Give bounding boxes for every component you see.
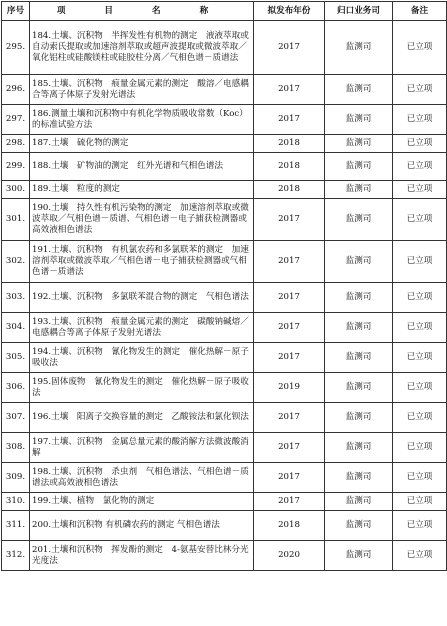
header-item: 项 目 名 称 <box>30 2 254 21</box>
table-row <box>2 493 447 511</box>
row-year: 2017 <box>254 199 325 241</box>
header-dept: 归口业务司 <box>325 2 393 21</box>
row-dept: 监测司 <box>325 21 393 75</box>
row-note: 已立项 <box>393 511 447 541</box>
header-row <box>2 2 447 21</box>
row-note: 已立项 <box>393 541 447 571</box>
row-dept: 监测司 <box>325 75 393 105</box>
table-row <box>2 541 447 571</box>
row-note: 已立项 <box>393 21 447 75</box>
row-year: 2019 <box>254 373 325 403</box>
table-row <box>2 153 447 181</box>
row-note: 已立项 <box>393 105 447 135</box>
row-note: 已立项 <box>393 153 447 181</box>
row-number: 310. <box>2 493 30 511</box>
table-row <box>2 241 447 283</box>
row-year: 2017 <box>254 343 325 373</box>
row-note: 已立项 <box>393 493 447 511</box>
row-item-name: 200.土壤和沉积物 有机磷农药的测定 气相色谱法 <box>30 511 254 541</box>
row-year: 2017 <box>254 403 325 433</box>
table-row <box>2 433 447 463</box>
row-item-name: 187.土壤 硫化物的测定 <box>30 135 254 153</box>
row-note: 已立项 <box>393 241 447 283</box>
standards-table <box>1 1 447 571</box>
row-number: 306. <box>2 373 30 403</box>
row-number: 308. <box>2 433 30 463</box>
table-row <box>2 313 447 343</box>
table-row <box>2 373 447 403</box>
row-year: 2018 <box>254 135 325 153</box>
row-number: 303. <box>2 283 30 313</box>
table-row <box>2 135 447 153</box>
row-year: 2018 <box>254 181 325 199</box>
header-no: 序号 <box>2 2 30 21</box>
row-year: 2017 <box>254 75 325 105</box>
row-number: 296. <box>2 75 30 105</box>
row-number: 311. <box>2 511 30 541</box>
row-note: 已立项 <box>393 135 447 153</box>
row-year: 2017 <box>254 463 325 493</box>
row-item-name: 195.固体废物 氰化物发生的测定 催化热解－原子吸收法 <box>30 373 254 403</box>
row-year: 2017 <box>254 105 325 135</box>
row-note: 已立项 <box>393 433 447 463</box>
row-dept: 监测司 <box>325 313 393 343</box>
row-dept: 监测司 <box>325 199 393 241</box>
row-dept: 监测司 <box>325 153 393 181</box>
row-item-name: 199.土壤、植物 氯化物的测定 <box>30 493 254 511</box>
table-row <box>2 463 447 493</box>
row-item-name: 190.土壤 持久性有机污染物的测定 加速溶剂萃取或微波萃取／气相色谱－质谱、气相色谱－电子捕获检测器或高效液相色谱法 <box>30 199 254 241</box>
row-note: 已立项 <box>393 343 447 373</box>
row-item-name: 185.土壤、沉积物 痕量金属元素的测定 酸溶／电感耦合等离子体原子发射光谱法 <box>30 75 254 105</box>
row-dept: 监测司 <box>325 135 393 153</box>
row-item-name: 201.土壤和沉积物 挥发酚的测定 4-氨基安替比林分光光度法 <box>30 541 254 571</box>
row-note: 已立项 <box>393 75 447 105</box>
row-number: 300. <box>2 181 30 199</box>
table-row <box>2 21 447 75</box>
header-note: 备注 <box>393 2 447 21</box>
row-item-name: 193.土壤、沉积物 痕量金属元素的测定 碳酸钠碱熔／电感耦合等离子体原子发射光谱法 <box>30 313 254 343</box>
row-item-name: 186.测量土壤和沉积物中有机化学物质吸收常数（Koc）的标准试验方法 <box>30 105 254 135</box>
row-year: 2017 <box>254 241 325 283</box>
row-number: 301. <box>2 199 30 241</box>
row-number: 297. <box>2 105 30 135</box>
row-number: 295. <box>2 21 30 75</box>
row-dept: 监测司 <box>325 343 393 373</box>
row-note: 已立项 <box>393 313 447 343</box>
table-body <box>2 21 447 571</box>
row-item-name: 197.土壤、沉积物 金属总量元素的酸消解方法微波酸消解 <box>30 433 254 463</box>
row-number: 307. <box>2 403 30 433</box>
row-note: 已立项 <box>393 199 447 241</box>
row-year: 2017 <box>254 313 325 343</box>
row-year: 2017 <box>254 21 325 75</box>
row-dept: 监测司 <box>325 511 393 541</box>
row-dept: 监测司 <box>325 373 393 403</box>
row-item-name: 192.土壤、沉积物 多氯联苯混合物的测定 气相色谱法 <box>30 283 254 313</box>
row-dept: 监测司 <box>325 283 393 313</box>
table-row <box>2 403 447 433</box>
row-number: 298. <box>2 135 30 153</box>
row-note: 已立项 <box>393 283 447 313</box>
row-dept: 监测司 <box>325 433 393 463</box>
row-dept: 监测司 <box>325 463 393 493</box>
row-year: 2017 <box>254 283 325 313</box>
row-year: 2020 <box>254 541 325 571</box>
row-item-name: 189.土壤 粒度的测定 <box>30 181 254 199</box>
table-row <box>2 511 447 541</box>
row-year: 2018 <box>254 153 325 181</box>
row-item-name: 191.土壤、沉积物 有机氯农药和多氯联苯的测定 加速溶剂萃取或微波萃取／气相色谱－电子捕获检测器或气相色谱－质谱法 <box>30 241 254 283</box>
row-dept: 监测司 <box>325 181 393 199</box>
row-note: 已立项 <box>393 403 447 433</box>
header-year: 拟发布年份 <box>254 2 325 21</box>
table-row <box>2 105 447 135</box>
row-dept: 监测司 <box>325 541 393 571</box>
table-row <box>2 199 447 241</box>
table-row <box>2 283 447 313</box>
row-year: 2017 <box>254 433 325 463</box>
row-dept: 监测司 <box>325 403 393 433</box>
row-note: 已立项 <box>393 373 447 403</box>
row-note: 已立项 <box>393 463 447 493</box>
row-number: 302. <box>2 241 30 283</box>
table-row <box>2 343 447 373</box>
row-item-name: 184.土壤、沉积物 半挥发性有机物的测定 液液萃取或自动索氏提取或加速溶剂萃取或超声波提取或微波萃取／氧化铝柱或硅酸镁柱或硅胶柱分离／气相色谱－质谱法 <box>30 21 254 75</box>
row-item-name: 198.土壤、沉积物 杀虫剂 气相色谱法、气相色谱－质谱法或高效液相色谱法 <box>30 463 254 493</box>
row-dept: 监测司 <box>325 493 393 511</box>
row-dept: 监测司 <box>325 241 393 283</box>
table-row <box>2 75 447 105</box>
row-item-name: 196.土壤 阳离子交换容量的测定 乙酸铵法和氯化钡法 <box>30 403 254 433</box>
row-number: 304. <box>2 313 30 343</box>
row-year: 2018 <box>254 511 325 541</box>
row-year: 2017 <box>254 493 325 511</box>
row-note: 已立项 <box>393 181 447 199</box>
row-number: 312. <box>2 541 30 571</box>
row-dept: 监测司 <box>325 105 393 135</box>
row-number: 305. <box>2 343 30 373</box>
row-item-name: 188.土壤 矿物油的测定 红外光谱和气相色谱法 <box>30 153 254 181</box>
row-number: 309. <box>2 463 30 493</box>
row-number: 299. <box>2 153 30 181</box>
row-item-name: 194.土壤、沉积物 氰化物发生的测定 催化热解－原子吸收法 <box>30 343 254 373</box>
table-row <box>2 181 447 199</box>
